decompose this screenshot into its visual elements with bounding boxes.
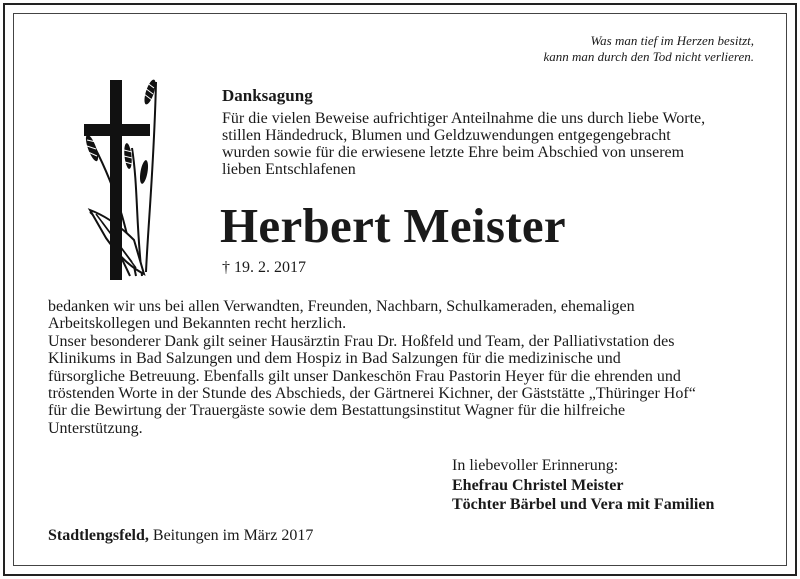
body-line: für die Bewirtung der Trauergäste sowie dem Bestattungsinstitut Wagner für die hilfreiche bbox=[48, 402, 626, 420]
death-date: † 19. 2. 2017 bbox=[222, 259, 306, 276]
intro-line: stillen Händedruck, Blumen und Geldzuwendungen entgegengebracht bbox=[222, 127, 671, 144]
closing-signature bbox=[452, 456, 714, 515]
body-line: bedanken wir uns bei allen Verwandten, Freunden, Nachbarn, Schulkameraden, ehemaligen bbox=[48, 298, 635, 315]
signer-spouse: Ehefrau Christel Meister bbox=[452, 477, 624, 494]
body-line: Unser besonderer Dank gilt seiner Hausärztin Frau Dr. Hoßfeld und Team, der Palliativstation des bbox=[48, 332, 675, 350]
place-name: Stadtlengsfeld, bbox=[48, 527, 149, 544]
motto-line-1: Was man tief im Herzen besitzt, bbox=[590, 33, 754, 48]
thanks-paragraph bbox=[48, 298, 768, 437]
cross-with-wheat-icon bbox=[76, 76, 160, 282]
date-line: Beitungen im März 2017 bbox=[152, 527, 314, 544]
body-line: tröstenden Worte in der Stunde des Abschieds, der Gärtnerei Kichner, der Gäststätte „Thüringer Hof“ bbox=[48, 385, 696, 403]
intro-line: wurden sowie für die erwiesene letzte Ehre beim Abschied von unserem bbox=[222, 144, 685, 161]
intro-line: Für die vielen Beweise aufrichtiger Anteilnahme die uns durch liebe Worte, bbox=[222, 110, 706, 127]
intro-paragraph bbox=[222, 110, 762, 178]
motto-line-2: kann man durch den Tod nicht verlieren. bbox=[543, 49, 754, 64]
notice-heading: Danksagung bbox=[222, 86, 313, 105]
signer-daughters: Töchter Bärbel und Vera mit Familien bbox=[452, 496, 715, 513]
motto-quote bbox=[544, 33, 755, 65]
place-and-date bbox=[48, 527, 313, 545]
body-line: Arbeitskollegen und Bekannten recht herzlich. bbox=[48, 315, 347, 333]
body-line: fürsorgliche Betreuung. Ebenfalls gilt unser Dankeschön Frau Pastorin Heyer für die ehrenden und bbox=[48, 367, 681, 385]
deceased-name: Herbert Meister bbox=[220, 198, 566, 253]
intro-line: lieben Entschlafenen bbox=[222, 161, 356, 178]
body-line: Klinikums in Bad Salzungen und dem Hospiz in Bad Salzungen für die medizinische und bbox=[48, 350, 621, 368]
closing-phrase: In liebevoller Erinnerung: bbox=[452, 457, 619, 474]
body-line: Unterstützung. bbox=[48, 419, 143, 437]
